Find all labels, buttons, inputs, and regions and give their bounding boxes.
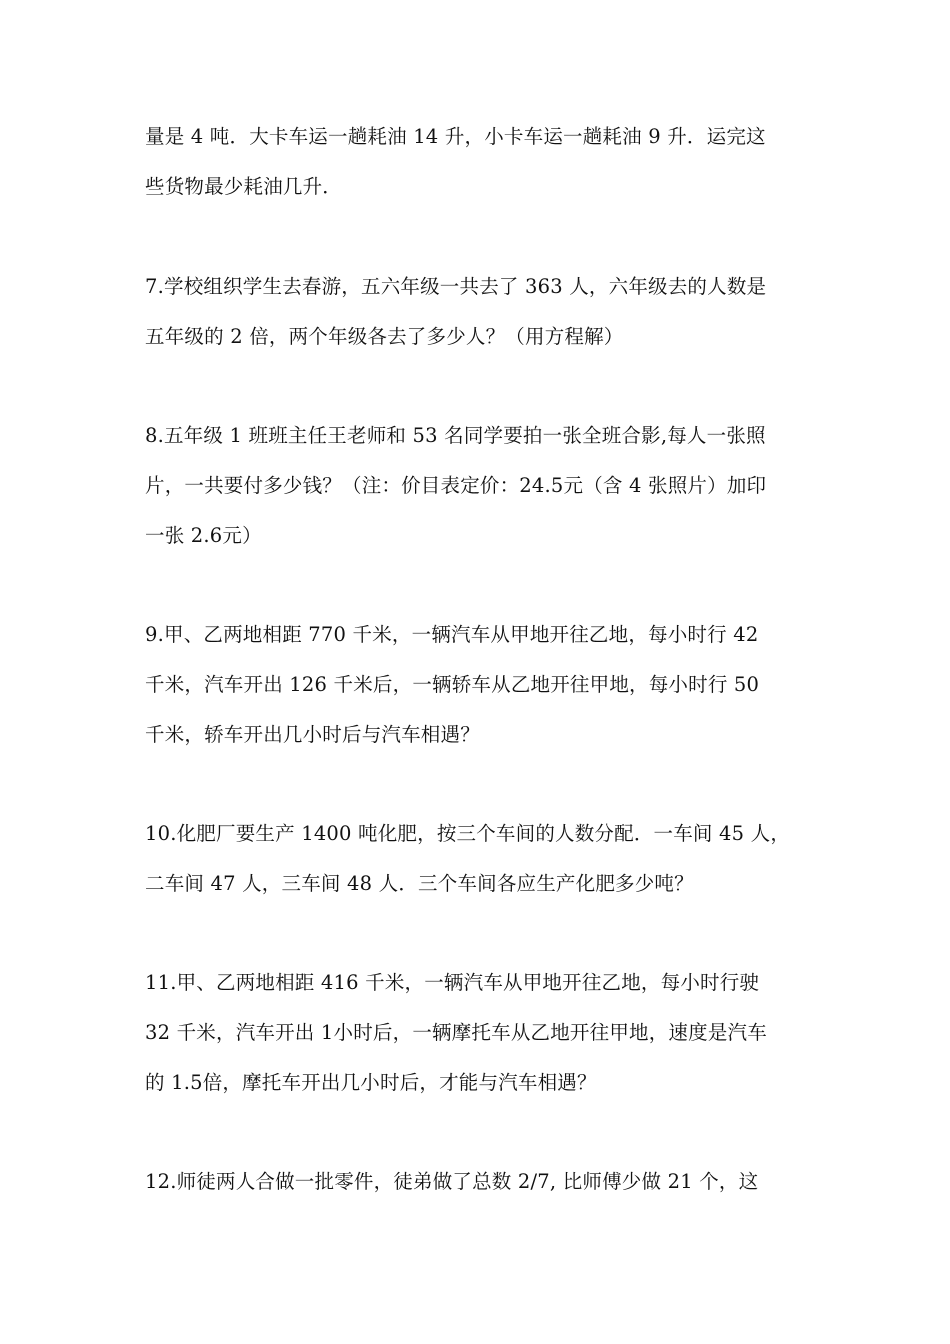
- text-line: 一张 2.6元）: [145, 524, 262, 547]
- text-line: 千米，汽车开出 126 千米后，一辆轿车从乙地开往甲地，每小时行 50: [145, 673, 760, 696]
- problem-7: [145, 262, 815, 362]
- problem-9: [145, 610, 815, 760]
- text-line: 9.甲、乙两地相距 770 千米，一辆汽车从甲地开往乙地，每小时行 42: [145, 623, 759, 646]
- text-line: 些货物最少耗油几升．: [145, 175, 343, 198]
- problem-10: [145, 809, 815, 909]
- text-line: 的 1.5倍，摩托车开出几小时后，才能与汽车相遇？: [145, 1071, 597, 1094]
- text-line: 二车间 47 人，三车间 48 人．三个车间各应生产化肥多少吨？: [145, 872, 694, 895]
- text-line: 11.甲、乙两地相距 416 千米，一辆汽车从甲地开往乙地，每小时行驶: [145, 971, 760, 994]
- text-line: 32 千米，汽车开出 1小时后，一辆摩托车从乙地开往甲地，速度是汽车: [145, 1021, 767, 1044]
- text-line: 12.师徒两人合做一批零件，徒弟做了总数 2/7, 比师傅少做 21 个，这: [145, 1170, 759, 1193]
- text-line: 量是 4 吨．大卡车运一趟耗油 14 升，小卡车运一趟耗油 9 升．运完这: [145, 125, 766, 148]
- text-line: 五年级的 2 倍，两个年级各去了多少人？（用方程解）: [145, 325, 624, 348]
- problem-6-continuation: [145, 112, 815, 212]
- text-line: 片，一共要付多少钱？（注：价目表定价：24.5元（含 4 张照片）加印: [145, 474, 767, 497]
- problem-11: [145, 958, 815, 1108]
- problem-8: [145, 411, 815, 561]
- text-line: 10.化肥厂要生产 1400 吨化肥，按三个车间的人数分配．一车间 45 人，: [145, 822, 791, 845]
- text-line: 7.学校组织学生去春游，五六年级一共去了 363 人，六年级去的人数是: [145, 275, 767, 298]
- text-line: 千米，轿车开出几小时后与汽车相遇？: [145, 723, 480, 746]
- text-line: 8.五年级 1 班班主任王老师和 53 名同学要拍一张全班合影,每人一张照: [145, 424, 766, 447]
- problem-12: [145, 1157, 815, 1207]
